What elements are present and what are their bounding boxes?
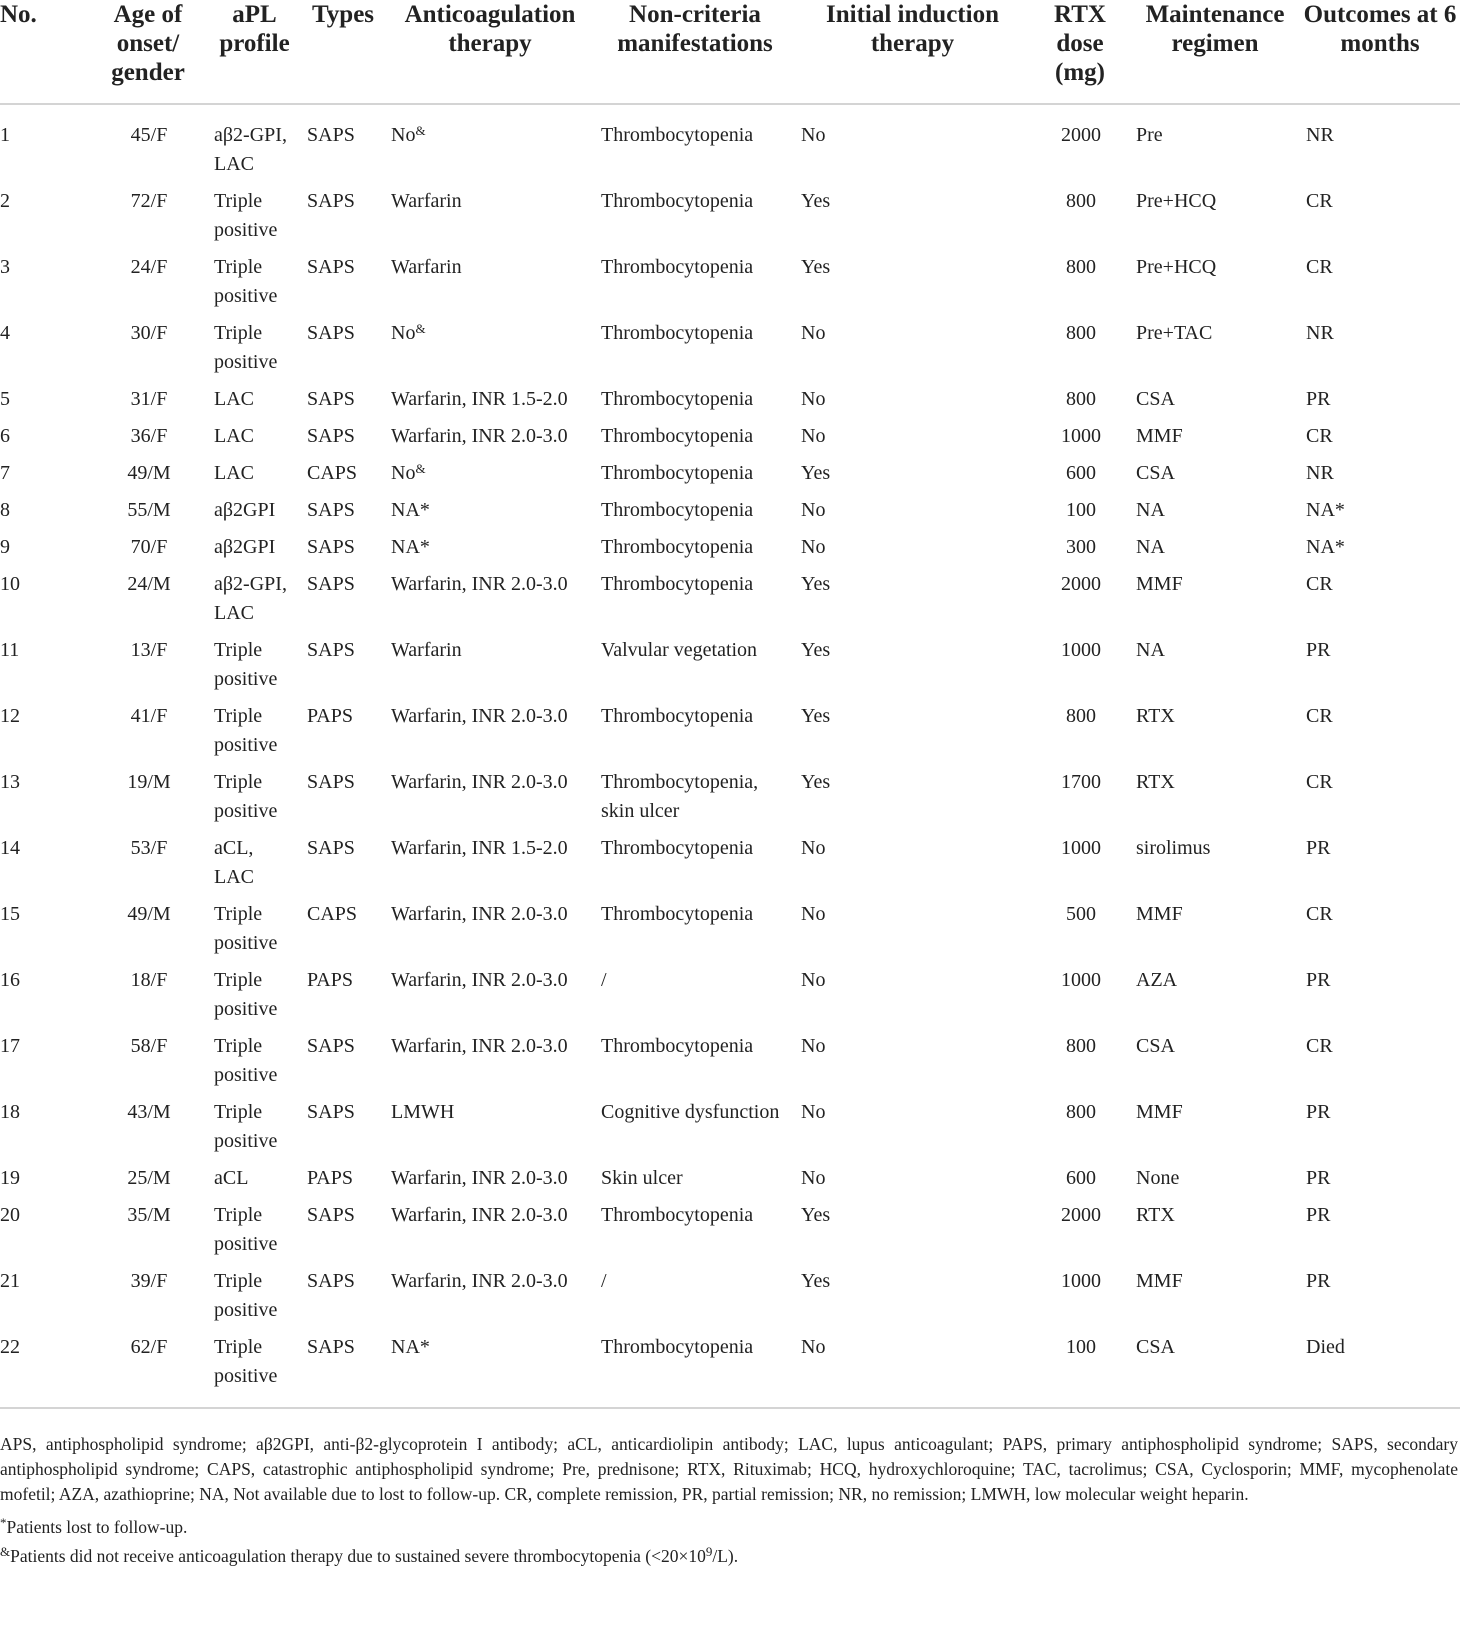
cell-outcome: CR (1306, 1035, 1333, 1057)
table-row (0, 1201, 1460, 1267)
cell-anticoagulation: NA* (385, 1333, 595, 1408)
cell-apl-profile: Triple positive (214, 639, 278, 690)
cell-outcome: NA* (1306, 536, 1345, 558)
cell-outcome: NA* (1306, 499, 1345, 521)
cell-induction: No (801, 499, 826, 521)
cell-rtx-dose: 1000 (1061, 425, 1101, 447)
cell-no: 18 (0, 1101, 20, 1123)
cell-rtx-dose: 500 (1066, 903, 1096, 925)
cell-rtx-dose: 800 (1066, 256, 1096, 278)
footnote-no-anticoagulation: &Patients did not receive anticoagulation therapy due to sustained severe thrombocytopenia $(<20\times 10^9/L)$. (0, 1544, 739, 1566)
cell-induction: No (801, 1101, 826, 1123)
cell-induction: No (801, 388, 826, 410)
cell-apl-profile: Triple positive (208, 1333, 301, 1408)
footnote-mark: & (415, 321, 426, 336)
cell-maintenance: RTX (1136, 1204, 1175, 1226)
cell-maintenance: MMF (1136, 903, 1183, 925)
cell-no: 21 (0, 1270, 20, 1292)
cell-age-gender: 41/F (130, 705, 168, 727)
cell-type: PAPS (307, 1167, 353, 1189)
cell-type: SAPS (307, 1270, 355, 1292)
cell-rtx-dose: 800 (1066, 190, 1096, 212)
cell-rtx-dose: 1000 (1061, 837, 1101, 859)
cell-no: 2 (0, 190, 10, 212)
cell-induction: No (795, 1333, 1030, 1408)
cell-apl-profile: aβ2GPI (214, 499, 276, 521)
cell-non-criteria: Thrombocytopenia (601, 124, 754, 146)
table-row (0, 570, 1460, 636)
cell-induction: Yes (801, 573, 831, 595)
table-row (0, 966, 1460, 1032)
cell-no: 10 (0, 573, 20, 595)
cell-apl-profile: aβ2GPI (214, 536, 276, 558)
cell-anticoagulation: Warfarin, INR 2.0-3.0 (391, 1204, 568, 1226)
table-row (0, 187, 1460, 253)
cell-rtx-dose: 100 (1066, 499, 1096, 521)
cell-rtx-dose: 300 (1066, 536, 1096, 558)
cell-induction: No (801, 425, 826, 447)
table-body (0, 104, 1460, 1408)
cell-non-criteria: Cognitive dysfunction (601, 1101, 780, 1123)
cell-apl-profile: Triple positive (214, 1270, 278, 1321)
cell-anticoagulation: Warfarin, INR 1.5-2.0 (391, 388, 568, 410)
cell-anticoagulation: Warfarin, INR 2.0-3.0 (391, 1167, 568, 1189)
cell-no: 12 (0, 705, 20, 727)
cell-maintenance: MMF (1136, 1270, 1183, 1292)
cell-type: PAPS (307, 969, 353, 991)
cell-induction: No (801, 322, 826, 344)
cell-age-gender: 25/M (127, 1167, 171, 1189)
cell-age-gender: 30/F (130, 322, 168, 344)
cell-age-gender: 49/M (127, 462, 171, 484)
table-row (0, 104, 1460, 187)
cell-outcome: Died (1300, 1333, 1460, 1408)
cell-type: CAPS (307, 903, 358, 925)
cell-rtx-dose: 1000 (1061, 639, 1101, 661)
cell-anticoagulation: Warfarin, INR 2.0-3.0 (391, 425, 568, 447)
cell-induction: Yes (801, 190, 831, 212)
cell-induction: Yes (801, 1204, 831, 1226)
cell-outcome: CR (1306, 903, 1333, 925)
cell-age-gender: 13/F (130, 639, 168, 661)
cell-type: SAPS (307, 1035, 355, 1057)
cell-apl-profile: aCL, LAC (214, 837, 254, 888)
cell-maintenance: Pre+TAC (1136, 322, 1213, 344)
cell-apl-profile: Triple positive (214, 1101, 278, 1152)
table-row (0, 834, 1460, 900)
cell-induction: No (801, 1035, 826, 1057)
table-row (0, 1098, 1460, 1164)
cell-type: SAPS (307, 573, 355, 595)
cell-no: 14 (0, 837, 20, 859)
cell-outcome: PR (1306, 639, 1331, 661)
cell-type: SAPS (307, 425, 355, 447)
cell-non-criteria: Thrombocytopenia (601, 837, 754, 859)
header-apl-profile: aPL profile (208, 0, 301, 104)
cell-apl-profile: Triple positive (214, 1035, 278, 1086)
cell-outcome: PR (1306, 1270, 1331, 1292)
cell-outcome: PR (1306, 388, 1331, 410)
cell-age-gender: 49/M (127, 903, 171, 925)
cell-outcome: CR (1306, 573, 1333, 595)
cell-maintenance: NA (1136, 499, 1165, 521)
cell-anticoagulation: Warfarin (391, 190, 462, 212)
cell-no: 4 (0, 322, 10, 344)
cell-type: SAPS (307, 388, 355, 410)
cell-anticoagulation: LMWH (391, 1101, 455, 1123)
cell-rtx-dose: 100 (1030, 1333, 1130, 1408)
cell-age-gender: 70/F (130, 536, 168, 558)
cell-anticoagulation: No& (391, 123, 426, 146)
cell-rtx-dose: 600 (1066, 1167, 1096, 1189)
cell-non-criteria: Thrombocytopenia (601, 425, 754, 447)
footnote-lost-follow-up: *Patients lost to follow-up. (0, 1515, 188, 1537)
cell-maintenance: Pre+HCQ (1136, 256, 1217, 278)
cell-rtx-dose: 2000 (1061, 124, 1101, 146)
header-rtx-dose: RTX dose (mg) (1030, 0, 1130, 104)
cell-non-criteria: Valvular vegetation (601, 639, 758, 661)
cell-rtx-dose: 2000 (1061, 573, 1101, 595)
cell-maintenance: AZA (1136, 969, 1178, 991)
cell-non-criteria: Thrombocytopenia (601, 573, 754, 595)
cell-anticoagulation: Warfarin, INR 2.0-3.0 (391, 1035, 568, 1057)
cell-apl-profile: LAC (214, 425, 254, 447)
cell-outcome: PR (1306, 1167, 1331, 1189)
cell-induction: Yes (801, 705, 831, 727)
cell-age-gender: 24/F (130, 256, 168, 278)
cell-type: SAPS (307, 837, 355, 859)
cell-non-criteria: Thrombocytopenia (601, 705, 754, 727)
table-row (0, 459, 1460, 496)
cell-anticoagulation: Warfarin, INR 2.0-3.0 (391, 705, 568, 727)
cell-outcome: NR (1306, 462, 1334, 484)
header-maintenance: Maintenance regimen (1130, 0, 1300, 104)
table-row (0, 253, 1460, 319)
cell-outcome: PR (1306, 1204, 1331, 1226)
cell-type: SAPS (307, 322, 355, 344)
cell-apl-profile: Triple positive (214, 705, 278, 756)
cell-rtx-dose: 800 (1066, 1101, 1096, 1123)
cell-no: 19 (0, 1167, 20, 1189)
cell-apl-profile: LAC (214, 388, 254, 410)
header-induction: Initial induction therapy (795, 0, 1030, 104)
cell-rtx-dose: 800 (1066, 322, 1096, 344)
cell-non-criteria: Thrombocytopenia (601, 388, 754, 410)
cell-apl-profile: Triple positive (214, 969, 278, 1020)
cell-age-gender: 43/M (127, 1101, 171, 1123)
cell-no: 7 (0, 462, 10, 484)
cell-apl-profile: Triple positive (214, 771, 278, 822)
table-row (0, 1164, 1460, 1201)
table-row (0, 768, 1460, 834)
cell-anticoagulation: Warfarin, INR 2.0-3.0 (391, 903, 568, 925)
table-row (0, 1032, 1460, 1098)
cell-type: SAPS (307, 256, 355, 278)
table-row (0, 1333, 1460, 1408)
header-non-criteria: Non-criteria manifestations (595, 0, 795, 104)
cell-induction: No (801, 536, 826, 558)
cell-no: 6 (0, 425, 10, 447)
cell-non-criteria: Thrombocytopenia (601, 903, 754, 925)
cell-no: 1 (0, 124, 10, 146)
cell-non-criteria: Thrombocytopenia (601, 499, 754, 521)
cell-age-gender: 53/F (130, 837, 168, 859)
cell-non-criteria: Thrombocytopenia (601, 462, 754, 484)
header-outcomes: Outcomes at 6 months (1300, 0, 1460, 104)
cell-age-gender: 39/F (130, 1270, 168, 1292)
cell-induction: Yes (801, 1270, 831, 1292)
cell-no: 11 (0, 639, 20, 661)
cell-apl-profile: Triple positive (214, 190, 278, 241)
cell-anticoagulation: Warfarin, INR 1.5-2.0 (391, 837, 568, 859)
cell-induction: No (801, 969, 826, 991)
cell-non-criteria: Thrombocytopenia, skin ulcer (601, 771, 759, 822)
cell-age-gender: 55/M (127, 499, 171, 521)
cell-maintenance: CSA (1136, 1035, 1175, 1057)
cell-type: SAPS (307, 639, 355, 661)
abbreviations-note: APS, antiphospholipid syndrome; aβ2GPI, anti-β2-glycoprotein I antibody; aCL, anticardiolipin antibody; LAC, lupus anticoagulant; PAPS, primary antiphospholipid syndrome; SAPS, secondary antiphospholipid syndrome; CAPS, catastrophic antiphospholipid syndrome; Pre, prednisone; RTX, Rituximab; HCQ, hydroxychloroquine; TAC, tacrolimus; CSA, Cyclosporin; MMF, mycophenolate mofetil; AZA, azathioprine; NA, Not available due to lost to follow-up. CR, complete remission, PR, partial remission; NR, no remission; LMWH, low molecular weight heparin. (0, 1434, 1458, 1504)
cell-apl-profile: aCL (214, 1167, 249, 1189)
header-anticoagulation: Anticoagulation therapy (385, 0, 595, 104)
cell-type: CAPS (307, 462, 358, 484)
cell-anticoagulation: Warfarin (391, 256, 462, 278)
cell-apl-profile: Triple positive (214, 256, 278, 307)
cell-rtx-dose: 1000 (1061, 1270, 1101, 1292)
cell-type: SAPS (301, 1333, 385, 1408)
cell-rtx-dose: 1000 (1061, 969, 1101, 991)
cell-maintenance: MMF (1136, 425, 1183, 447)
cell-rtx-dose: 800 (1066, 1035, 1096, 1057)
cell-induction: No (801, 903, 826, 925)
table-row (0, 900, 1460, 966)
cell-rtx-dose: 800 (1066, 705, 1096, 727)
cell-non-criteria: Thrombocytopenia (601, 256, 754, 278)
cell-anticoagulation: Warfarin, INR 2.0-3.0 (391, 1270, 568, 1292)
cell-maintenance: None (1136, 1167, 1180, 1189)
cell-anticoagulation: NA* (391, 536, 430, 558)
cell-maintenance: NA (1136, 639, 1165, 661)
cell-no: 16 (0, 969, 20, 991)
cell-induction: Yes (801, 771, 831, 793)
cell-induction: Yes (801, 462, 831, 484)
footnote-mark: & (415, 461, 426, 476)
cell-maintenance: sirolimus (1136, 837, 1211, 859)
cell-rtx-dose: 2000 (1061, 1204, 1101, 1226)
table-row (0, 636, 1460, 702)
cell-outcome: NR (1306, 322, 1334, 344)
table-header (0, 0, 1460, 104)
table-row (0, 496, 1460, 533)
cell-apl-profile: aβ2-GPI, LAC (214, 124, 287, 175)
cell-no: 13 (0, 771, 20, 793)
cell-apl-profile: Triple positive (214, 903, 278, 954)
cell-no: 20 (0, 1204, 20, 1226)
cell-no: 9 (0, 536, 10, 558)
cell-age-gender: 62/F (88, 1333, 208, 1408)
table-row (0, 702, 1460, 768)
cell-induction: Yes (801, 639, 831, 661)
cell-maintenance: NA (1136, 536, 1165, 558)
cell-anticoagulation: No& (391, 321, 426, 344)
cell-rtx-dose: 800 (1066, 388, 1096, 410)
header-types: Types (301, 0, 385, 104)
footnote-star-mark: * (0, 1515, 7, 1530)
cell-non-criteria: Thrombocytopenia (601, 190, 754, 212)
cell-apl-profile: LAC (214, 462, 254, 484)
table-row (0, 385, 1460, 422)
cell-maintenance: CSA (1130, 1333, 1300, 1408)
cell-anticoagulation: NA* (391, 499, 430, 521)
cell-type: SAPS (307, 499, 355, 521)
cell-anticoagulation: No& (391, 461, 426, 484)
exponent: 9 (705, 1544, 713, 1559)
cell-type: SAPS (307, 124, 355, 146)
table-row (0, 533, 1460, 570)
cell-maintenance: MMF (1136, 573, 1183, 595)
cell-non-criteria: Skin ulcer (601, 1167, 683, 1189)
cell-non-criteria: Thrombocytopenia (601, 1204, 754, 1226)
cell-type: PAPS (307, 705, 353, 727)
table-row (0, 422, 1460, 459)
cell-non-criteria: Thrombocytopenia (601, 322, 754, 344)
cell-apl-profile: Triple positive (214, 322, 278, 373)
cell-maintenance: MMF (1136, 1101, 1183, 1123)
cell-maintenance: CSA (1136, 462, 1175, 484)
cell-no: 8 (0, 499, 10, 521)
cell-induction: Yes (801, 256, 831, 278)
footnote-amp-mark: & (0, 1544, 11, 1559)
cell-no: 22 (0, 1333, 88, 1408)
cell-no: 15 (0, 903, 20, 925)
cell-age-gender: 35/M (127, 1204, 171, 1226)
cell-non-criteria: / (601, 1270, 607, 1292)
cell-rtx-dose: 600 (1066, 462, 1096, 484)
cell-outcome: CR (1306, 190, 1333, 212)
cell-outcome: CR (1306, 705, 1333, 727)
cell-maintenance: RTX (1136, 771, 1175, 793)
cell-outcome: CR (1306, 771, 1333, 793)
cell-outcome: PR (1306, 1101, 1331, 1123)
table-row (0, 1267, 1460, 1333)
cell-apl-profile: aβ2-GPI, LAC (214, 573, 287, 624)
cell-type: SAPS (307, 771, 355, 793)
cell-age-gender: 72/F (130, 190, 168, 212)
cell-age-gender: 45/F (130, 124, 168, 146)
cell-age-gender: 58/F (130, 1035, 168, 1057)
cell-induction: No (801, 1167, 826, 1189)
cell-type: SAPS (307, 1204, 355, 1226)
cell-anticoagulation: Warfarin, INR 2.0-3.0 (391, 771, 568, 793)
cell-outcome: CR (1306, 425, 1333, 447)
header-no: No. (0, 0, 88, 104)
header-age-gender: Age of onset/ gender (88, 0, 208, 104)
cell-non-criteria: Thrombocytopenia (601, 1035, 754, 1057)
table-row (0, 319, 1460, 385)
cell-anticoagulation: Warfarin, INR 2.0-3.0 (391, 573, 568, 595)
footnote-mark: & (415, 123, 426, 138)
cell-maintenance: Pre (1136, 124, 1163, 146)
cell-non-criteria: Thrombocytopenia (595, 1333, 795, 1408)
cell-maintenance: Pre+HCQ (1136, 190, 1217, 212)
cell-age-gender: 31/F (130, 388, 168, 410)
cell-anticoagulation: Warfarin, INR 2.0-3.0 (391, 969, 568, 991)
cell-induction: No (801, 124, 826, 146)
cell-induction: No (801, 837, 826, 859)
table-footnotes (0, 1432, 1458, 1569)
cell-no: 5 (0, 388, 10, 410)
cell-type: SAPS (307, 536, 355, 558)
cell-rtx-dose: 1700 (1061, 771, 1101, 793)
cell-type: SAPS (307, 190, 355, 212)
cell-outcome: PR (1306, 969, 1331, 991)
cell-maintenance: CSA (1136, 388, 1175, 410)
cell-type: SAPS (307, 1101, 355, 1123)
cell-outcome: NR (1306, 124, 1334, 146)
cell-non-criteria: / (601, 969, 607, 991)
cell-anticoagulation: Warfarin (391, 639, 462, 661)
cell-maintenance: RTX (1136, 705, 1175, 727)
cell-no: 3 (0, 256, 10, 278)
cell-age-gender: 19/M (127, 771, 171, 793)
cell-age-gender: 18/F (130, 969, 168, 991)
cell-age-gender: 24/M (127, 573, 171, 595)
cell-apl-profile: Triple positive (214, 1204, 278, 1255)
cell-no: 17 (0, 1035, 20, 1057)
cell-outcome: CR (1306, 256, 1333, 278)
cell-non-criteria: Thrombocytopenia (601, 536, 754, 558)
cell-outcome: PR (1306, 837, 1331, 859)
cell-age-gender: 36/F (130, 425, 168, 447)
